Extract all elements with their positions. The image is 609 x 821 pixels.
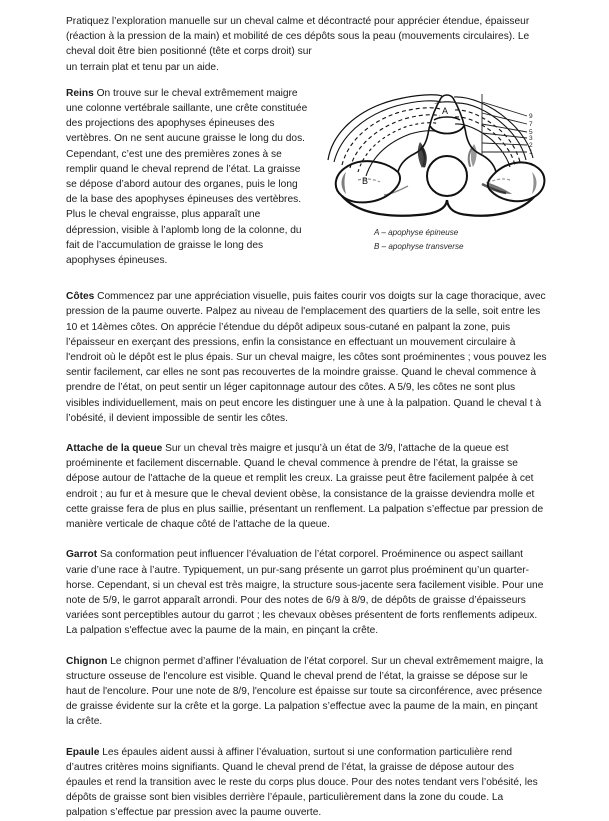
paragraph-epaule-body: Les épaules aident aussi à affiner l’évaluation, surtout si une conformation particulière rend d’autres critères moins signifiants. Quand le cheval prend de l’état, la graisse de dépose autour des épaules et rend la transition avec le reste du corps plus douce. Pour des notes tendant vers l’obésité, les dépôts de graisse sont bien visibles derrière l’épaule, particulièrement dans la zone du coude. La palpation s’effectue par pression avec la paume ouverte. (66, 746, 538, 819)
paragraph-cotes-body: Commencez par une appréciation visuelle, puis faites courir vos doigts sur la cage thoracique, avec pression de la paume ouverte. Palpez au niveau de l'emplacement des quartiers de la selle, soit entre les 10 et 14èmes côtes. On apprécie l’étendue du dépôt adipeux sous-cutané en palpant la zone, puis l’épaisseur en exerçant des pressions, enfin la consistance en effectuant un mouvement circulaire à l'endroit où le dépôt est le plus épais. Sur un cheval maigre, les côtes sont proéminentes ; vous pouvez les sentir facilement, car elles ne sont pas recouvertes de la moindre graisse. Quand le cheval commence à prendre de l’état, on peut sentir un léger capitonnage autour des côtes. A 5/9, les côtes ne sont plus visibles individuellement, mais on peut encore les distinguer une à une à la palpation. Quand le cheval t à l’obésité, il devient impossible de sentir les côtes. (66, 291, 547, 424)
paragraph-garrot (66, 547, 547, 638)
score-label-3: 3 (529, 134, 533, 142)
paragraph-reins-lead: Reins (66, 87, 94, 99)
paragraph-attache-de-la-queue (66, 441, 547, 532)
paragraph-attache-lead: Attache de la queue (66, 443, 163, 455)
paragraph-reins-body: On trouve sur le cheval extrêmement maigre une colonne vertébrale saillante, une crête constituée des projections des apophyses épineuses des vertèbres. On ne sent aucune graisse le long du dos. Cependant, c’est une des premières zones à se remplir quand le cheval reprend de l’état. La graisse se dépose d’abord autour des organes, puis le long de la base des apophyses épineuses des vertèbres. Plus le cheval engraisse, plus apparaît une dépression, visible à l’aplomb long de la colonne, du fait de l’accumulation de graisse le long des apophyses épineuses. (66, 87, 308, 267)
score-label-1: 1 (529, 148, 533, 156)
score-label-2: 2 (529, 141, 533, 149)
section-gap (66, 279, 547, 289)
figure-legend-item-a: A – apophyse épineuse (374, 227, 459, 237)
paragraph-garrot-lead: Garrot (66, 549, 98, 561)
intro-text-line2: un terrain plat et tenu par un aide. (66, 61, 219, 73)
score-label-9: 9 (529, 112, 533, 120)
paragraph-garrot-body: Sa conformation peut influencer l’évaluation de l’état corporel. Proéminence ou aspect saillant varie d’une race à l’autre. Typiquement, un pur-sang présente un garrot plus proéminent qu’un quarter-horse. Cependant, si un cheval est très maigre, la structure sous-jacente sera facilement visible. Pour une note de 5/9, le garrot apparaît arrondi. Pour des notes de 6/9 à 8/9, de dépôts de graisse d’épaisseurs variées sont perceptibles autour du garrot ; les chevaux obèses présentent de forts renflements adipeux. La palpation s'effectue avec la paume de la main, en pinçant la crête. (66, 549, 544, 637)
paragraph-cotes-lead: Côtes (66, 291, 95, 303)
paragraph-epaule (66, 745, 547, 821)
score-label-5: 5 (529, 128, 533, 136)
figure-legend-item-b: B – apophyse transverse (374, 241, 464, 251)
score-label-7: 7 (529, 120, 533, 128)
reins-section (66, 86, 547, 279)
paragraph-attache-body: Sur un cheval très maigre et jusqu’à un état de 3/9, l'attache de la queue est proéminente et facilement discernable. Quand le cheval commence à prendre de l’état, la graisse se dépose autour de l'attache de la queue et remplit les creux. La graisse peut être facilement palpée à cet endroit ; au fur et à mesure que le cheval devient obèse, la consistance de la graisse deviendra molle et cette graisse fera de plus en plus saillie, présentant un renflement. La palpation s’effectue par pression de manière verticale de chaque côté de l’attache de la queue. (66, 443, 544, 531)
paragraph-cotes (66, 289, 547, 426)
paragraph-chignon-lead: Chignon (66, 655, 108, 667)
paragraph-intro (66, 14, 547, 75)
vertebra-cross-section-icon (322, 88, 547, 218)
paragraph-chignon-body: Le chignon permet d’affiner l’évaluation de l’état corporel. Sur un cheval extrêmement maigre, la structure osseuse de l'encolure est visible. Quand le cheval prend de l’état, la graisse se dépose sur le haut de l'encolure. Pour une note de 8/9, l'encolure est épaisse sur toute sa circonférence, avec présence de graisse évidente sur la crête et la gorge. La palpation s’effectue avec la paume de la main, en pinçant la crête. (66, 655, 544, 728)
score-scale-labels (529, 113, 533, 156)
vertebra-figure (322, 88, 547, 254)
intro-text: Pratiquez l’exploration manuelle sur un cheval calme et décontracté pour apprécier étendue, épaisseur (réaction à la pression de la main) et mobilité de ces dépôts sous la peau (mouvements circulaires). Le cheval doit être bien positionné (tête et corps droit) sur (66, 16, 530, 58)
paragraph-epaule-lead: Epaule (66, 746, 100, 758)
figure-legend (322, 226, 547, 254)
paragraph-chignon (66, 654, 547, 730)
figure-label-a: A (442, 105, 449, 116)
figure-label-b: B (362, 175, 369, 186)
